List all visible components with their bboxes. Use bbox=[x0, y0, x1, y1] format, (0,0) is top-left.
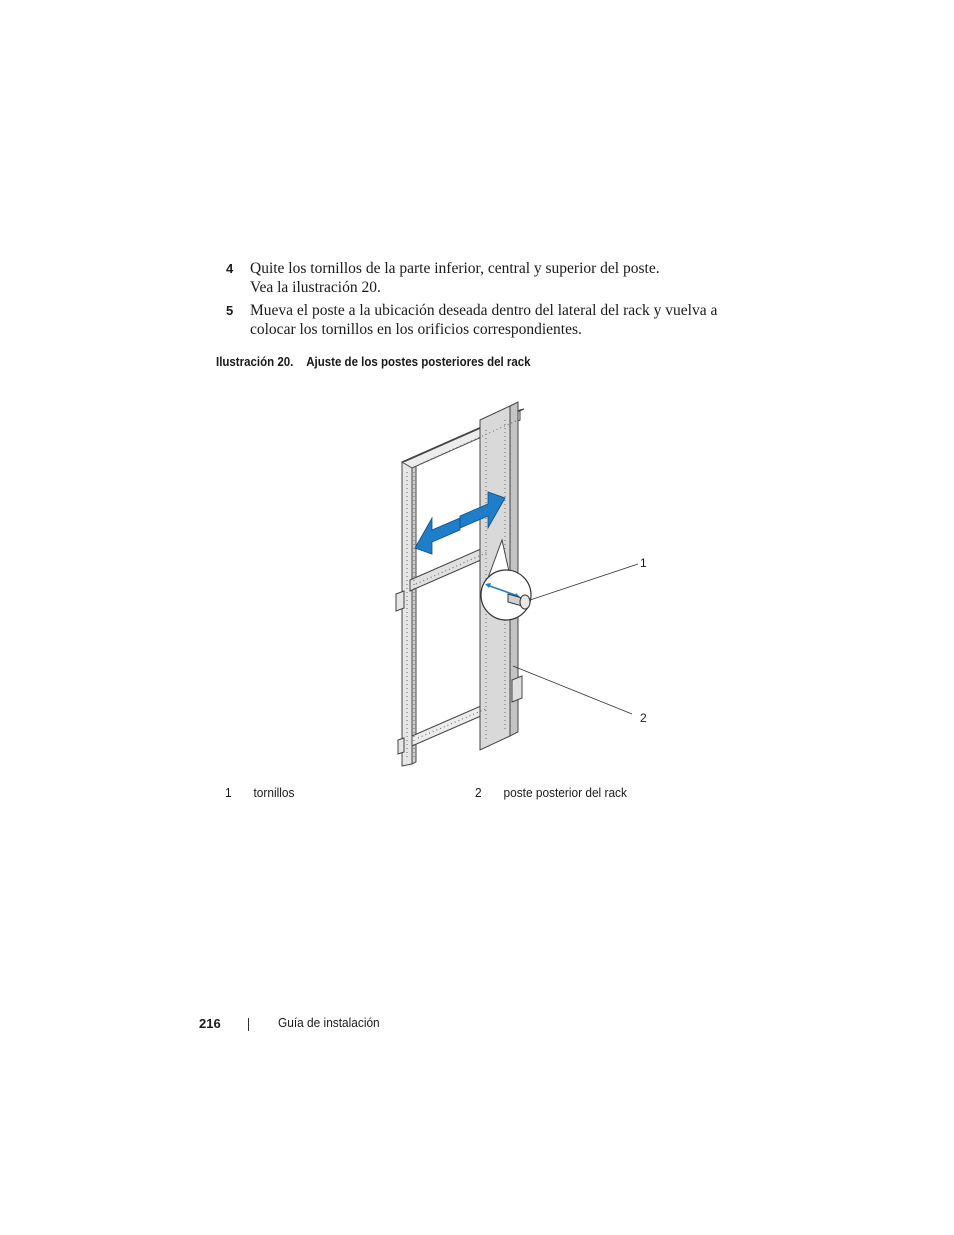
step-5 bbox=[226, 301, 746, 341]
page-number: 216 bbox=[199, 1016, 221, 1031]
figure-label: Ilustración 20. bbox=[216, 355, 294, 369]
footer-title: Guía de instalación bbox=[278, 1016, 380, 1030]
legend-item-1 bbox=[225, 786, 295, 800]
step-line: Quite los tornillos de la parte inferior, central y superior del poste. bbox=[250, 260, 660, 277]
rack-illustration bbox=[370, 380, 670, 780]
step-text bbox=[250, 301, 750, 339]
callout-1: 1 bbox=[640, 556, 647, 570]
rack-post-diagram bbox=[370, 380, 670, 780]
figure-title: Ajuste de los postes posteriores del rack bbox=[306, 355, 531, 369]
step-number: 5 bbox=[226, 303, 234, 318]
step-4 bbox=[226, 259, 746, 299]
legend-number: 1 bbox=[225, 786, 232, 800]
callout-2: 2 bbox=[640, 711, 647, 725]
step-number: 4 bbox=[226, 261, 234, 276]
legend-text: tornillos bbox=[253, 786, 295, 800]
step-line: colocar los tornillos en los orificios correspondientes. bbox=[250, 321, 582, 338]
step-line: Mueva el poste a la ubicación deseada dentro del lateral del rack y vuelva a bbox=[250, 302, 718, 319]
figure-caption bbox=[216, 355, 531, 369]
legend-text: poste posterior del rack bbox=[503, 786, 627, 800]
step-text bbox=[250, 259, 750, 297]
footer-separator bbox=[248, 1018, 249, 1031]
step-line: Vea la ilustración 20. bbox=[250, 279, 381, 296]
legend-item-2 bbox=[475, 786, 627, 800]
legend-number: 2 bbox=[475, 786, 482, 800]
